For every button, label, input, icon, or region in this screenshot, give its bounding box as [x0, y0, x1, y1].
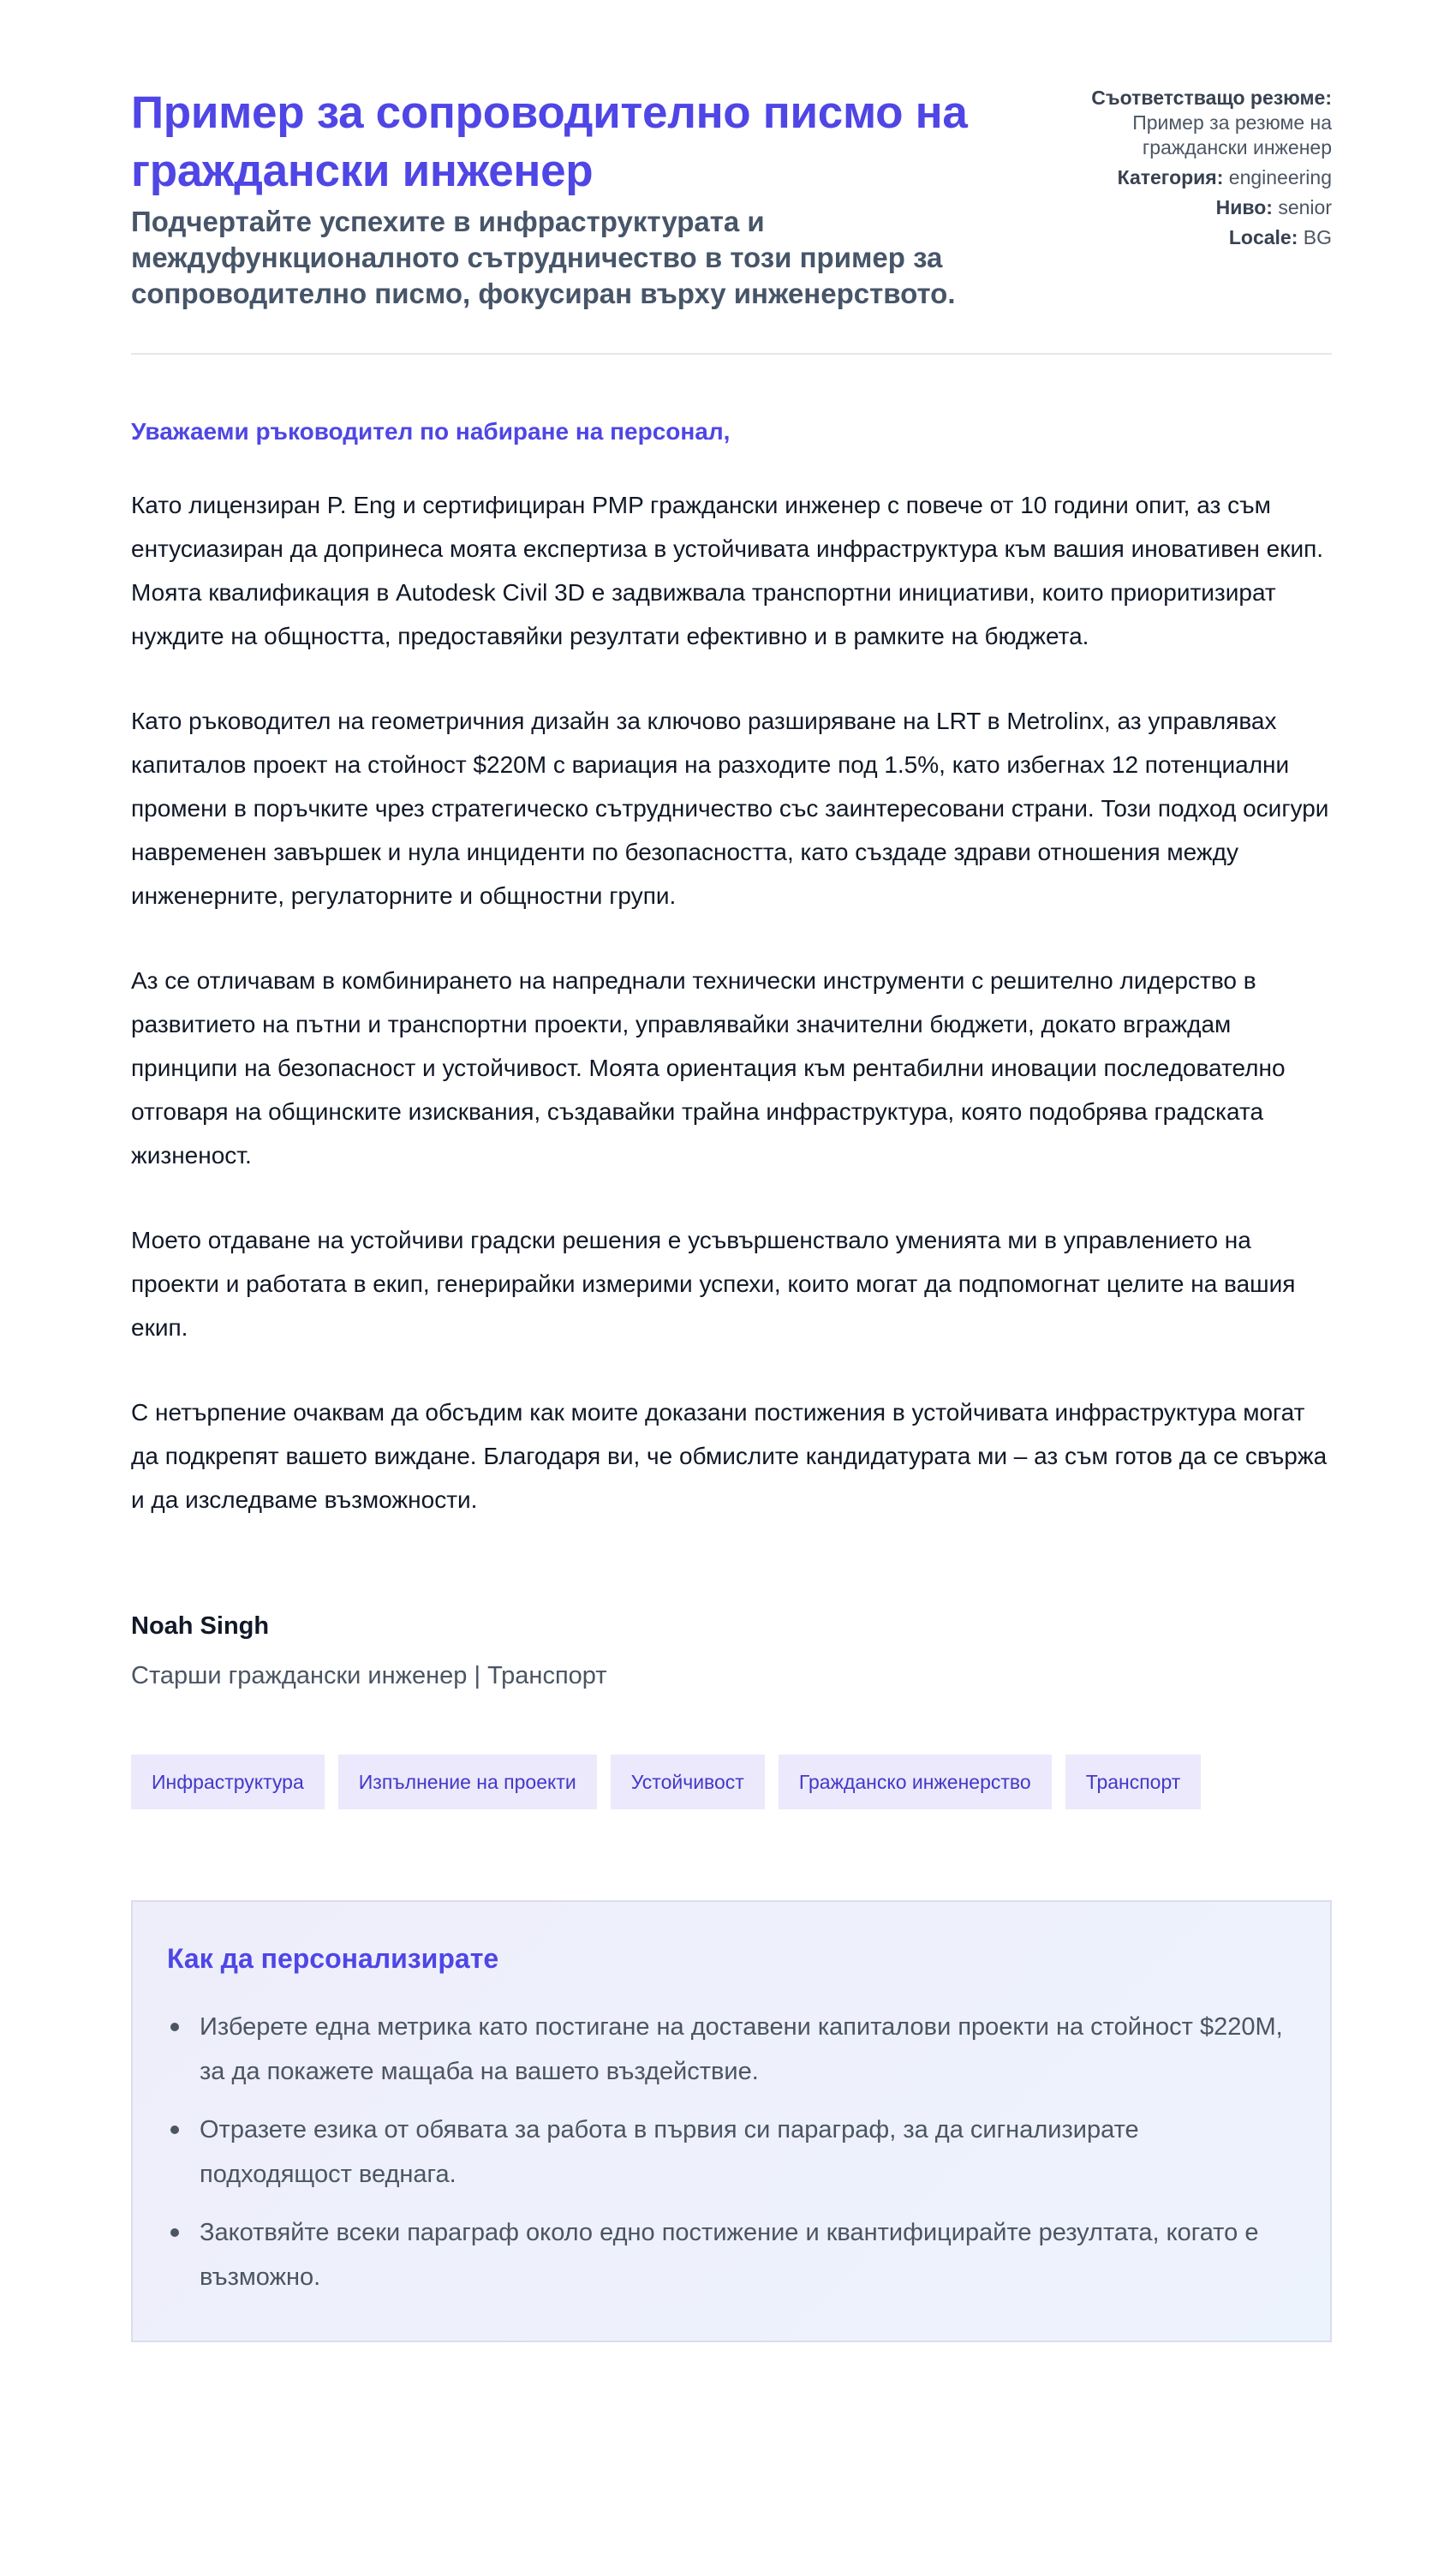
tag-sustainability[interactable]: Устойчивост	[611, 1755, 765, 1809]
letter-paragraph: Като ръководител на геометричния дизайн за ключово разширяване на LRT в Metrolinx, аз управлявах капиталов проект на стойност $220M с вариация на разходите под 1.5%, като избегнах 12 потенциални промени в поръчките чрез стратегическо сътрудничество със заинтересовани страни. Този подход осигури навременен завършек и нула инциденти по безопасността, като създаде здрави отношения между инженерните, регулаторните и общностни групи.	[131, 708, 1329, 909]
metadata-panel	[1083, 84, 1332, 255]
letter-paragraph: Като лицензиран P. Eng и сертифициран PMP граждански инженер с повече от 10 години опит, аз съм ентусиазиран да допринеса моята експертиза в устойчивата инфраструктура към вашия иновативен екип. Моята квалификация в Autodesk Civil 3D е задвижвала транспортни инициативи, които приоритизират нуждите на общността, предоставяйки резултати ефективно и в рамките на бюджета.	[131, 492, 1324, 649]
bullet-icon	[170, 2126, 179, 2134]
cover-letter-page	[131, 0, 1332, 2342]
letter-paragraph: Аз се отличавам в комбинирането на напреднали технически инструменти с решително лидерство в развитието на пътни и транспортни проекти, управлявайки значителни бюджети, докато вграждам принципи на безопасност и устойчивост. Моята ориентация към рентабилни иновации последователно отговаря на общинските изисквания, създавайки трайна инфраструктура, която подобрява градската жизненост.	[131, 967, 1286, 1169]
letter-greeting: Уважаеми ръководител по набиране на персонал,	[131, 418, 731, 445]
meta-label: Съответстващо резюме:	[1091, 87, 1332, 109]
signature-block	[131, 1609, 1332, 1693]
meta-value: senior	[1278, 196, 1332, 218]
meta-label: Locale:	[1228, 226, 1298, 248]
tips-title: Как да персонализирате	[167, 1943, 499, 1974]
tip-item	[167, 2108, 1296, 2197]
letter-body	[131, 415, 1332, 1693]
meta-value: Пример за резюме на граждански инженер	[1132, 111, 1332, 158]
letter-paragraph: Моето отдаване на устойчиви градски решения е усъвършенствало уменията ми в управлението на проекти и работата в екип, генерирайки измерими успехи, които могат да подпомогнат целите на вашия екип.	[131, 1227, 1296, 1341]
tag-civil-engineering[interactable]: Гражданско инженерство	[779, 1755, 1052, 1809]
meta-matching-resume	[1083, 86, 1332, 160]
bullet-icon	[170, 2023, 179, 2031]
letter-paragraph: С нетърпение очаквам да обсъдим как моите доказани постижения в устойчивата инфраструктура могат да подкрепят вашето виждане. Благодаря ви, че обмислите кандидатурата ми – аз съм готов да се свържа и да изследваме възможности.	[131, 1399, 1328, 1513]
tip-text: Отразете езика от обявата за работа в първия си параграф, за да сигнализирате подходящост веднага.	[200, 2116, 1139, 2188]
signature-title: Старши граждански инженер | Транспорт	[131, 1662, 607, 1689]
meta-value: BG	[1303, 226, 1332, 248]
tip-item	[167, 2210, 1296, 2299]
bullet-icon	[170, 2228, 179, 2237]
tip-text: Закотвяйте всеки параграф около едно постижение и квантифицирайте резултата, когато е възможно.	[200, 2219, 1259, 2291]
page-header	[131, 0, 1332, 355]
page-subtitle: Подчертайте успехите в инфраструктурата и междуфункционалното сътрудничество в този пример за сопроводително писмо, фокусиран върху инженерството.	[131, 206, 956, 309]
meta-value: engineering	[1228, 166, 1332, 188]
signature-name: Noah Singh	[131, 1612, 270, 1640]
tip-text: Изберете една метрика като постигане на доставени капиталови проекти на стойност $220M, за да покажете мащаба на вашето въздействие.	[200, 2013, 1283, 2085]
meta-level	[1083, 195, 1332, 220]
meta-label: Ниво:	[1215, 196, 1273, 218]
tag-transportation[interactable]: Транспорт	[1065, 1755, 1202, 1809]
meta-locale	[1083, 225, 1332, 250]
tip-item	[167, 2005, 1296, 2094]
tag-infrastructure[interactable]: Инфраструктура	[131, 1755, 325, 1809]
customization-tips-card	[131, 1900, 1332, 2342]
meta-category	[1083, 165, 1332, 190]
header-titles	[131, 84, 1039, 312]
tag-list	[131, 1755, 1332, 1809]
tag-project-delivery[interactable]: Изпълнение на проекти	[338, 1755, 597, 1809]
page-title: Пример за сопроводително писмо на граждански инженер	[131, 87, 968, 196]
tips-list	[167, 2005, 1296, 2299]
meta-label: Категория:	[1117, 166, 1224, 188]
